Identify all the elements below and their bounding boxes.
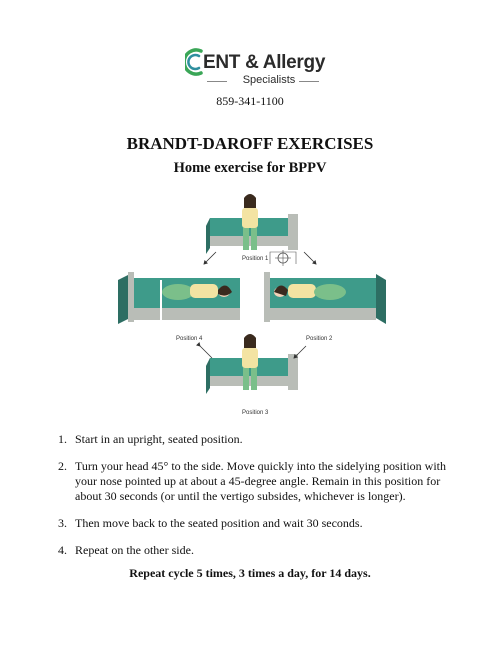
step-text: Turn your head 45° to the side. Move quickly into the sidelying position with your nose pointed up at about a 45-degree angle. Remain in this position for about 30 seconds (or until the vertigo subsides, whichever is longer). [75,459,446,503]
caption-position-3: Position 3 [242,410,269,416]
arrow-1-to-2 [304,252,316,264]
page-subtitle: Home exercise for BPPV [173,160,327,176]
position-2-figure [264,250,386,342]
caption-position-2: Position 2 [306,336,333,342]
position-3-figure [206,334,298,416]
repeat-instruction: Repeat cycle 5 times, 3 times a day, for 14 days. [129,566,371,580]
list-item [58,516,458,531]
caption-position-1: Position 1 [242,256,269,262]
instruction-list [58,432,458,570]
logo-rule-right [299,81,319,82]
arrow-3-to-4 [200,346,212,358]
position-4-figure [118,272,240,342]
step-number: 1. [58,432,67,446]
step-number: 2. [58,459,67,473]
step-text: Start in an upright, seated position. [75,432,243,446]
logo-brand: ENT & Allergy [203,52,326,73]
caption-position-4: Position 4 [176,336,203,342]
step-text: Repeat on the other side. [75,543,194,557]
list-item [58,432,458,447]
step-text: Then move back to the seated position and wait 30 seconds. [75,516,363,530]
step-number: 4. [58,543,67,557]
arrow-1-to-4 [204,252,216,264]
logo-mark-icon [185,48,205,76]
exercise-illustration [118,188,388,418]
list-item [58,543,458,558]
list-item [58,459,458,504]
logo [185,40,326,92]
page-title: BRANDT-DAROFF EXERCISES [126,134,374,153]
step-number: 3. [58,516,67,530]
logo-subtitle: Specialists [242,74,296,86]
arrow-2-to-3 [294,346,306,358]
phone-number: 859-341-1100 [216,94,284,108]
